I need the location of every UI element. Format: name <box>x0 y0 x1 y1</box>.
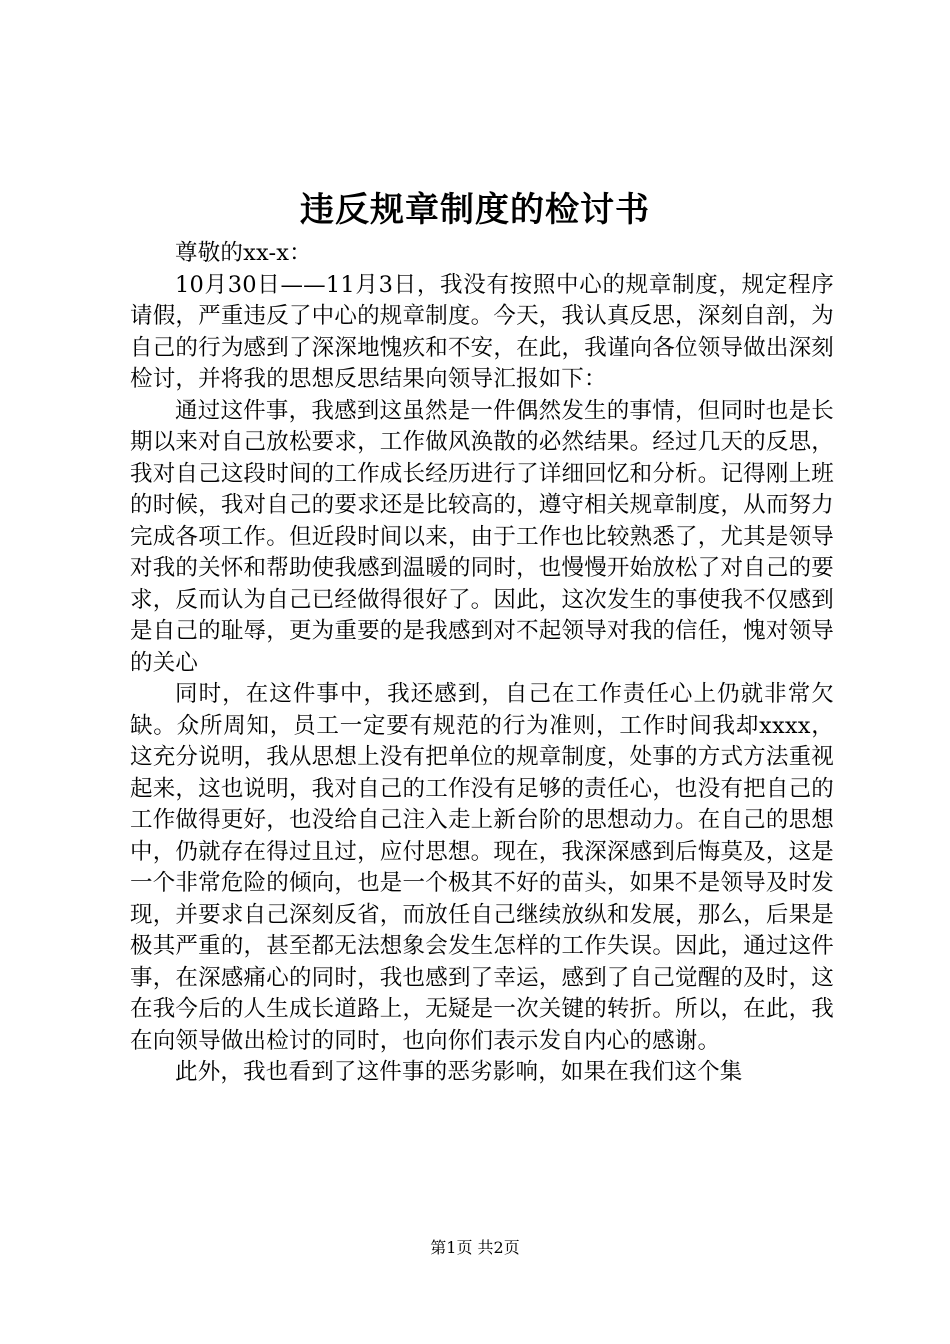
paragraph-3: 同时，在这件事中，我还感到，自己在工作责任心上仍就非常欠缺。众所周知，员工一定要有规范的行为准则，工作时间我却xxxx，这充分说明，我从思想上没有把单位的规章制度，处事的方式方法重视起来，这也说明，我对自己的工作没有足够的责任心，也没有把自己的工作做得更好，也没给自己注入走上新台阶的思想动力。在自己的思想中，仍就存在得过且过，应付思想。现在，我深深感到后悔莫及，这是一个非常危险的倾向，也是一个极其不好的苗头，如果不是领导及时发现，并要求自己深刻反省，而放任自己继续放纵和发展，那么，后果是极其严重的，甚至都无法想象会发生怎样的工作失误。因此，通过这件事，在深感痛心的同时，我也感到了幸运，感到了自己觉醒的及时，这在我今后的人生成长道路上，无疑是一次关键的转折。所以，在此，我在向领导做出检讨的同时，也向你们表示发自内心的感谢。 <box>130 681 834 1054</box>
paragraph-1: 10月30日——11月3日，我没有按照中心的规章制度，规定程序请假，严重违反了中心的规章制度。今天，我认真反思，深刻自剖，为自己的行为感到了深深地愧疚和不安，在此，我谨向各位领导做出深刻检讨，并将我的思想反思结果向领导汇报如下： <box>130 271 834 392</box>
document-title: 违反规章制度的检讨书 <box>300 190 650 230</box>
paragraph-2: 通过这件事，我感到这虽然是一件偶然发生的事情，但同时也是长期以来对自己放松要求，工作做风涣散的必然结果。经过几天的反思，我对自己这段时间的工作成长经历进行了详细回忆和分析。记得刚上班的时候，我对自己的要求还是比较高的，遵守相关规章制度，从而努力完成各项工作。但近段时间以来，由于工作也比较熟悉了，尤其是领导对我的关怀和帮助使我感到温暖的同时，也慢慢开始放松了对自己的要求，反而认为自己已经做得很好了。因此，这次发生的事使我不仅感到是自己的耻辱，更为重要的是我感到对不起领导对我的信任，愧对领导的关心 <box>130 397 834 676</box>
page-indicator: 第1页 共2页 <box>430 1238 520 1257</box>
paragraph-4: 此外，我也看到了这件事的恶劣影响，如果在我们这个集 <box>175 1059 743 1085</box>
salutation: 尊敬的xx-x： <box>175 240 312 266</box>
document-body <box>130 238 834 1089</box>
